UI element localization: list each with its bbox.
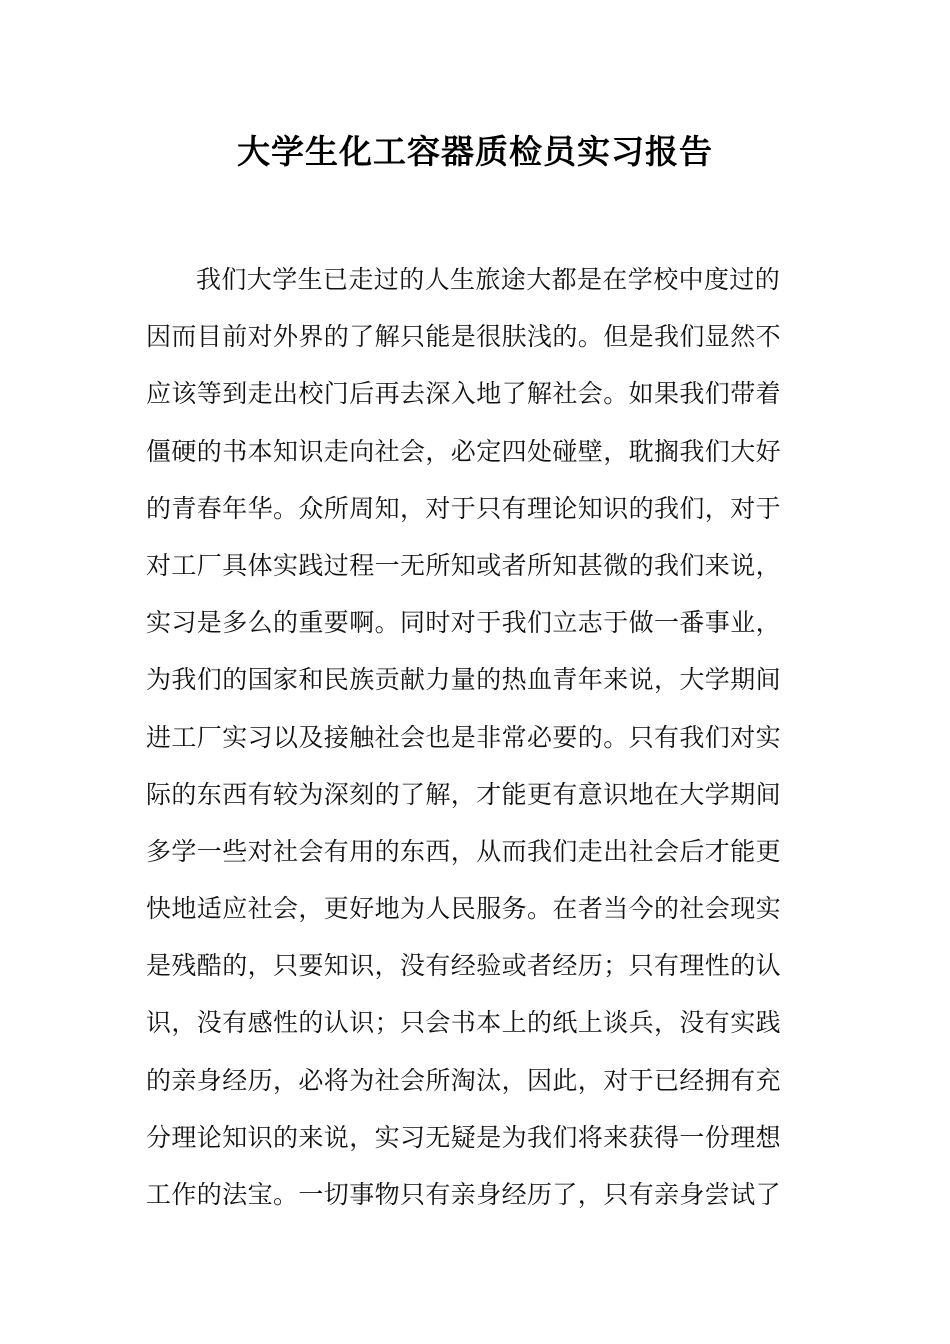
body-line: 多学一些对社会有用的东西，从而我们走出社会后才能更 — [146, 836, 782, 866]
body-line: 快地适应社会，更好地为人民服务。在者当今的社会现实 — [146, 894, 782, 924]
body-line: 工作的法宝。一切事物只有亲身经历了，只有亲身尝试了 — [146, 1180, 782, 1209]
body-line: 是残酷的，只要知识，没有经验或者经历；只有理性的认 — [146, 951, 782, 981]
body-line: 我们大学生已走过的人生旅途大都是在学校中度过的 — [196, 265, 781, 294]
body-line: 应该等到走出校门后再去深入地了解社会。如果我们带着 — [146, 379, 782, 409]
body-line: 进工厂实习以及接触社会也是非常必要的。只有我们对实 — [146, 722, 782, 752]
document-title: 大学生化工容器质检员实习报告 — [237, 132, 713, 171]
body-line: 分理论知识的来说，实习无疑是为我们将来获得一份理想 — [146, 1122, 782, 1152]
body-line: 际的东西有较为深刻的了解，才能更有意识地在大学期间 — [146, 779, 782, 809]
body-line: 识，没有感性的认识；只会书本上的纸上谈兵，没有实践 — [146, 1008, 782, 1038]
body-line: 的青春年华。众所周知，对于只有理论知识的我们，对于 — [146, 493, 782, 523]
body-line: 对工厂具体实践过程一无所知或者所知甚微的我们来说， — [146, 550, 782, 580]
body-line: 实习是多么的重要啊。同时对于我们立志于做一番事业， — [146, 608, 782, 638]
body-line: 的亲身经历，必将为社会所淘汰，因此，对于已经拥有充 — [146, 1065, 782, 1095]
body-line: 为我们的国家和民族贡献力量的热血青年来说，大学期间 — [146, 665, 782, 695]
body-line: 因而目前对外界的了解只能是很肤浅的。但是我们显然不 — [146, 322, 782, 352]
document-body — [146, 256, 808, 1228]
body-line: 僵硬的书本知识走向社会，必定四处碰壁，耽搁我们大好 — [146, 436, 782, 466]
